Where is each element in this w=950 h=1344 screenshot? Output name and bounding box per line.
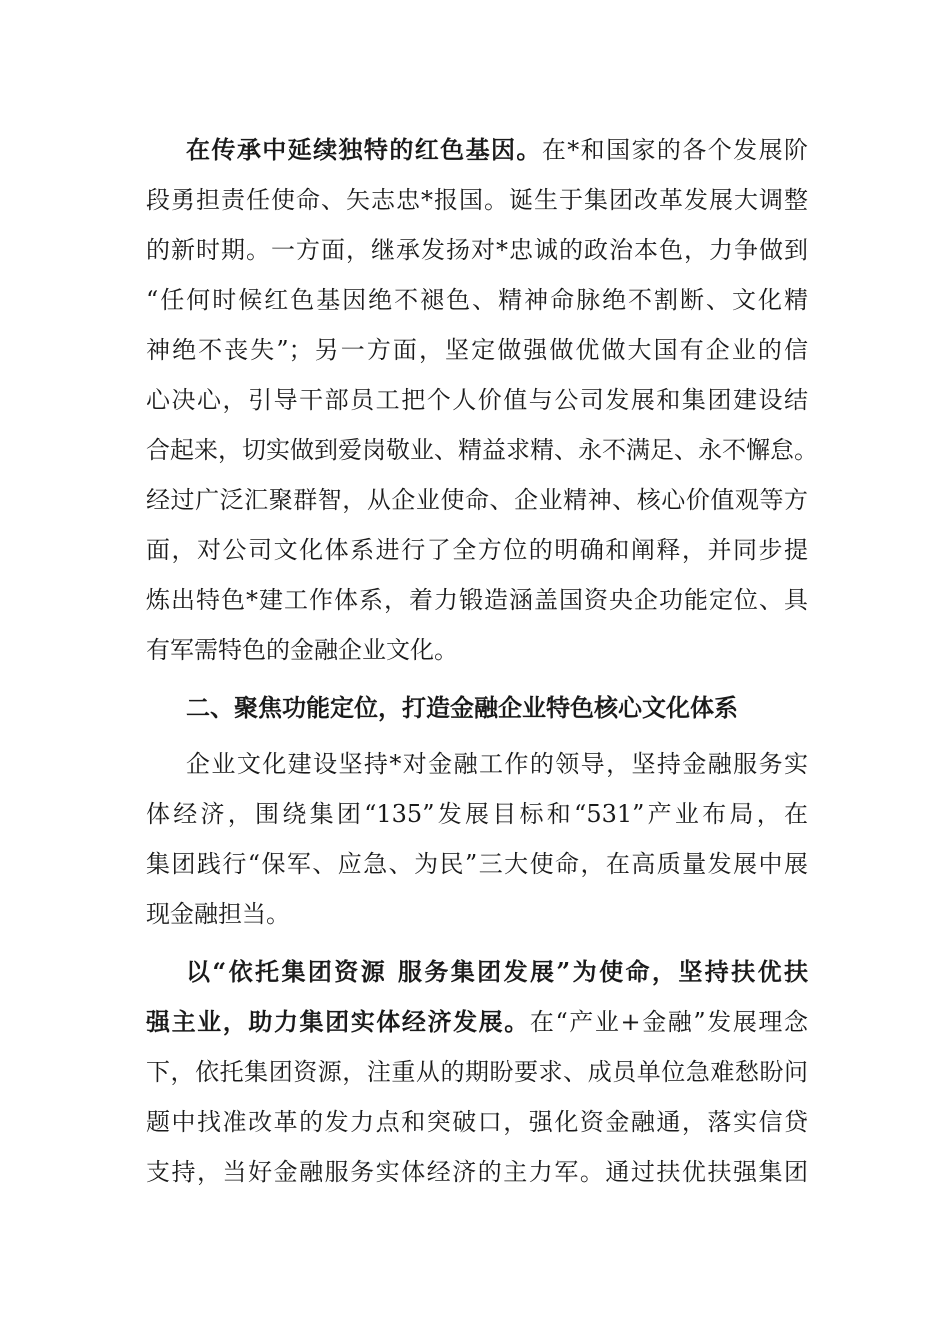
paragraph-red-gene: [146, 125, 818, 675]
paragraph-mission: [146, 947, 808, 1197]
paragraph-text: 在*和国家的各个发展阶: [541, 136, 809, 164]
paragraph-line: 经过广泛汇聚群智，从企业使命、企业精神、核心价值观等方: [146, 486, 808, 514]
document-page: [146, 125, 818, 1197]
paragraph-culture-building: [146, 739, 808, 939]
paragraph-line: 炼出特色*建工作体系，着力锻造涵盖国资央企功能定位、具: [146, 586, 808, 614]
paragraph-line: [146, 125, 808, 175]
paragraph-line: 的新时期。一方面，继承发扬对*忠诚的政治本色，力争做到: [146, 236, 808, 264]
paragraph-line: 合起来，切实做到爱岗敬业、精益求精、永不满足、永不懈怠。: [146, 436, 818, 464]
paragraph-line: 段勇担责任使命、矢志忠*报国。诞生于集团改革发展大调整: [146, 186, 808, 214]
paragraph-line: 支持，当好金融服务实体经济的主力军。通过扶优扶强集团: [146, 1158, 808, 1186]
paragraph-line: 体经济，围绕集团“135”发展目标和“531”产业布局，在: [146, 800, 808, 828]
paragraph-line: 面，对公司文化体系进行了全方位的明确和阐释，并同步提: [146, 536, 808, 564]
paragraph-gap: [146, 939, 808, 947]
paragraph-line: 现金融担当。: [146, 900, 290, 928]
section-heading: 二、聚焦功能定位，打造金融企业特色核心文化体系: [186, 693, 738, 722]
paragraph-line: 神绝不丧失”；另一方面，坚定做强做优做大国有企业的信: [146, 336, 808, 364]
paragraph-line: 企业文化建设坚持*对金融工作的领导，坚持金融服务实: [186, 750, 808, 778]
paragraph-text: 在“产业+金融”发展理念: [529, 1008, 808, 1036]
paragraph-line: 下，依托集团资源，注重从的期盼要求、成员单位急难愁盼问: [146, 1058, 808, 1086]
paragraph-line: “任何时候红色基因绝不褪色、精神命脉绝不割断、文化精: [146, 286, 808, 314]
paragraph-line: 题中找准改革的发力点和突破口，强化资金融通，落实信贷: [146, 1108, 808, 1136]
paragraph-line: 有军需特色的金融企业文化。: [146, 636, 458, 664]
paragraph-line-bold: 以“依托集团资源 服务集团发展”为使命，坚持扶优扶: [186, 957, 808, 986]
paragraph-line: 心决心，引导干部员工把个人价值与公司发展和集团建设结: [146, 386, 808, 414]
paragraph-line: [146, 997, 808, 1047]
paragraph-line: 集团践行“保军、应急、为民”三大使命，在高质量发展中展: [146, 850, 808, 878]
paragraph-lead-bold: 强主业，助力集团实体经济发展。: [146, 1007, 530, 1036]
paragraph-lead-bold: 在传承中延续独特的红色基因。: [186, 135, 542, 164]
